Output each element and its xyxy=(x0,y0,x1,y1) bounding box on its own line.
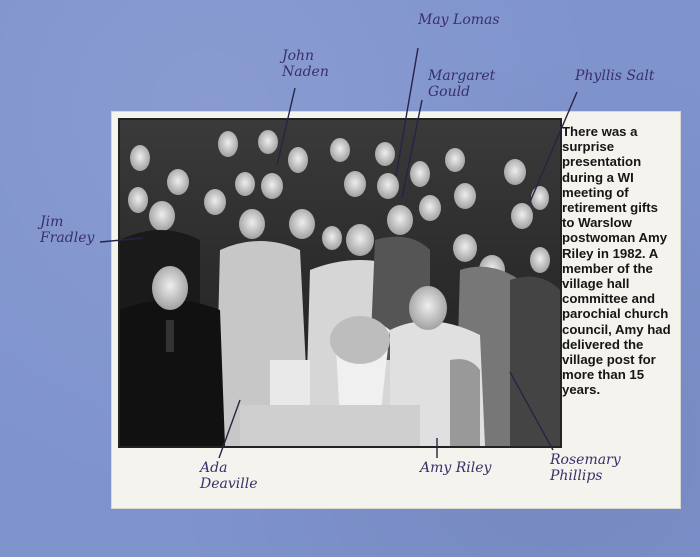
pointer-line-ada-deaville xyxy=(219,400,240,458)
label-phyllis-salt: Phyllis Salt xyxy=(575,68,655,84)
label-margaret-gould: Margaret Gould xyxy=(428,68,496,100)
label-amy-riley: Amy Riley xyxy=(420,460,492,476)
pointer-line-may-lomas xyxy=(396,48,418,176)
photo-caption: There was a surprise presentation during a WI meeting of retirement gifts to Warslow postwoman Amy Riley in 1982. A member of the village hall committee and parochial church council, Amy had delivered the village post for more than 15 years. xyxy=(562,124,671,398)
pointer-line-jim-fradley xyxy=(100,238,143,242)
label-ada-deaville: Ada Deaville xyxy=(200,460,258,492)
pointer-line-rosemary-phillips xyxy=(510,372,553,450)
label-jim-fradley: Jim Fradley xyxy=(40,214,95,246)
pointer-line-margaret-gould xyxy=(402,100,422,198)
label-may-lomas: May Lomas xyxy=(418,12,500,28)
pointer-line-john-naden xyxy=(277,88,295,165)
label-rosemary-phillips: Rosemary Phillips xyxy=(550,452,621,484)
label-john-naden: John Naden xyxy=(282,48,329,80)
pointer-line-phyllis-salt xyxy=(530,92,577,202)
